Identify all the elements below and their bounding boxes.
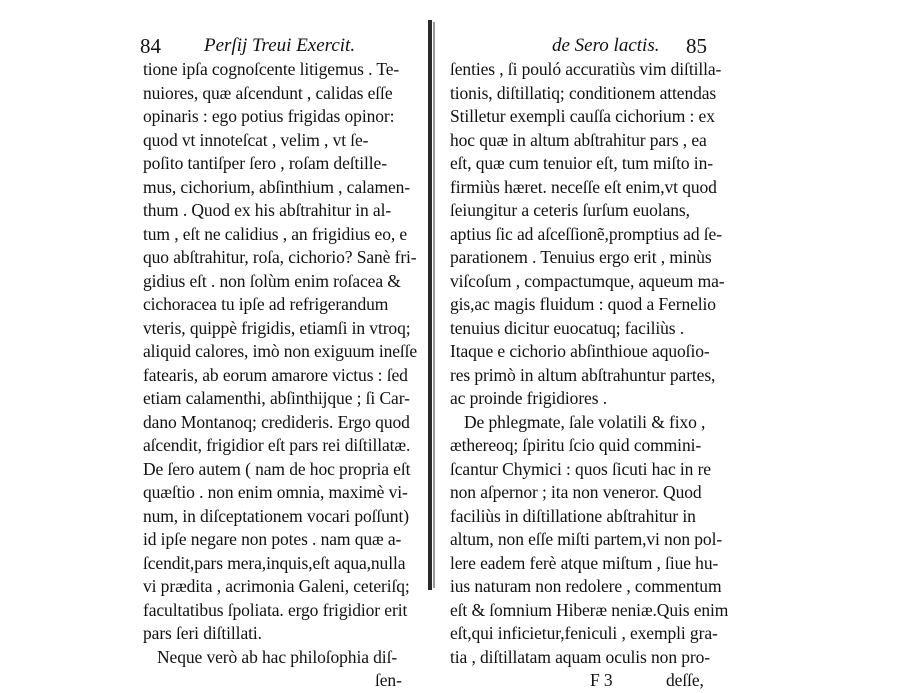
signature-mark: F 3 [590, 670, 613, 690]
text-line: eſt & ſomnium Hiberæ neniæ.Quis enim [450, 599, 729, 620]
text-line: nuiores, quæ aſcendunt , calidas eſſe [143, 82, 393, 103]
text-line: æthereoq; ſpiritu ſcio quid commini- [450, 435, 702, 455]
text-line: ſcantur Chymici : quos ſicuti hac in re [450, 458, 711, 479]
text-line: aptius ſic ad aſceſſionẽ,promptius ad ſe- [450, 223, 722, 244]
text-line: dano Montanoq; credideris. Ergo quod [143, 411, 410, 432]
book-gutter [428, 20, 432, 590]
text-line: faciliùs in diſtillatione abſtrahitur in [450, 505, 696, 526]
text-line: thum . Quod ex his abſtrahitur in al- [143, 200, 392, 220]
text-line: vi prædita , acrimonia Galeni, ceteriſq; [143, 576, 410, 596]
text-line: id ipſe negare non potes . nam quæ a- [143, 529, 402, 549]
right-page [440, 0, 900, 690]
text-line: pars ſeri diſtillati. [143, 623, 262, 643]
text-line: ius naturam non redolere , commentum [450, 576, 722, 596]
text-line: non aſpernor ; ita non veneror. Quod [450, 482, 702, 502]
text-line: De phlegmate, ſale volatili & fixo , [464, 411, 706, 432]
page-number-left: 84 [140, 34, 161, 58]
text-block-right [450, 58, 729, 693]
text-line: De ſero autem ( nam de hoc propria eſt [143, 458, 411, 479]
text-line: Itaque e cichorio abſinthioue aquoſio- [450, 341, 710, 361]
text-line: ſcendit,pars mera,inquis,eſt aqua,nulla [143, 552, 406, 573]
text-line: res primò in altum abſtrahuntur partes, [450, 364, 716, 385]
text-line: ſeiungitur a ceteris ſurſum euolans, [450, 200, 690, 220]
text-line: quæſtio . non enim omnia, maximè vi- [143, 482, 408, 502]
text-line: aliquid calores, imò non exiguum ineſſe [143, 341, 418, 361]
page-number-right: 85 [686, 34, 707, 58]
text-line: poſito tantiſper ſero , roſam deſtille- [143, 153, 387, 173]
text-line: facultatibus ſpoliata. ergo frigidior erit [143, 599, 408, 620]
text-line: eſt, quæ cum tenuior eſt, tum miſto in- [450, 153, 713, 173]
text-line: ſenties , ſi pouló accuratiùs vim diſtilla- [450, 59, 722, 79]
text-line: gis,ac magis fluidum : quod a Fernelio [450, 294, 716, 314]
text-line: fatearis, ab eorum amarore victus : ſed [143, 364, 408, 385]
text-line: tum , eſt ne calidius , an frigidius eo, e [143, 223, 408, 244]
text-line: altum, non eſſe miſti partem,vi non pol- [450, 529, 723, 549]
gutter-shadow [433, 22, 435, 588]
text-line: parationem . Tenuius ergo erit , minùs [450, 247, 712, 267]
text-line: tionis, diſtillatiq; conditionem attendas [450, 82, 717, 103]
text-line: eſt,qui inficietur,feniculi , exempli gra- [450, 623, 718, 643]
running-head-right: de Sero lactis. [552, 35, 660, 56]
catchword-left: ſen- [375, 670, 402, 690]
text-line: hoc quæ in altum abſtrahitur pars , ea [450, 129, 707, 150]
text-line: tenuius dicitur euocatuq; faciliùs . [450, 317, 685, 338]
text-line: gidius eſt . non ſolùm enim roſacea & [143, 270, 401, 291]
footer-line-right [450, 669, 715, 693]
text-line: viſcoſum , compactumque, aqueum ma- [450, 270, 725, 291]
left-page [0, 0, 430, 690]
text-line: vteris, quippè frigidis, etiamſi in vtroq; [143, 317, 411, 338]
text-line: lere eadem ferè atque miſtum , ſiue hu- [450, 552, 719, 573]
text-line: quod vt innoteſcat , velim , vt ſe- [143, 129, 369, 150]
text-line: Stilletur exempli cauſſa cichorium : ex [450, 106, 715, 126]
text-block-left [143, 58, 421, 693]
text-line: tione ipſa cognoſcente litigemus . Te- [143, 59, 400, 79]
text-line: num, in diſceptationem vocari poſſunt) [143, 505, 409, 526]
text-line: tia , diſtillatam aquam oculis non pro- [450, 646, 711, 667]
text-line: quo abſtrahitur, roſa, cichorio? Sanè fri- [143, 247, 417, 267]
text-line: cichoracea tu ipſe ad refrigerandum [143, 294, 389, 314]
text-line: Neque verò ab hac philoſophia diſ- [157, 646, 398, 667]
text-line: firmiùs hæret. neceſſe eſt enim,vt quod [450, 176, 717, 197]
catchword-right: deſſe, [666, 670, 704, 690]
text-line: mus, cichorium, abſinthium , calamen- [143, 176, 410, 197]
text-line: opinaris : ego potius frigidas opinor: [143, 106, 395, 126]
text-line: aſcendit, frigidior eſt pars rei diſtillatæ. [143, 435, 411, 455]
text-line: ac proinde frigidiores . [450, 388, 607, 408]
text-line: etiam calamenthi, abſinthijque ; ſi Car- [143, 388, 410, 408]
running-head-left: Perſij Treui Exercit. [204, 35, 356, 56]
